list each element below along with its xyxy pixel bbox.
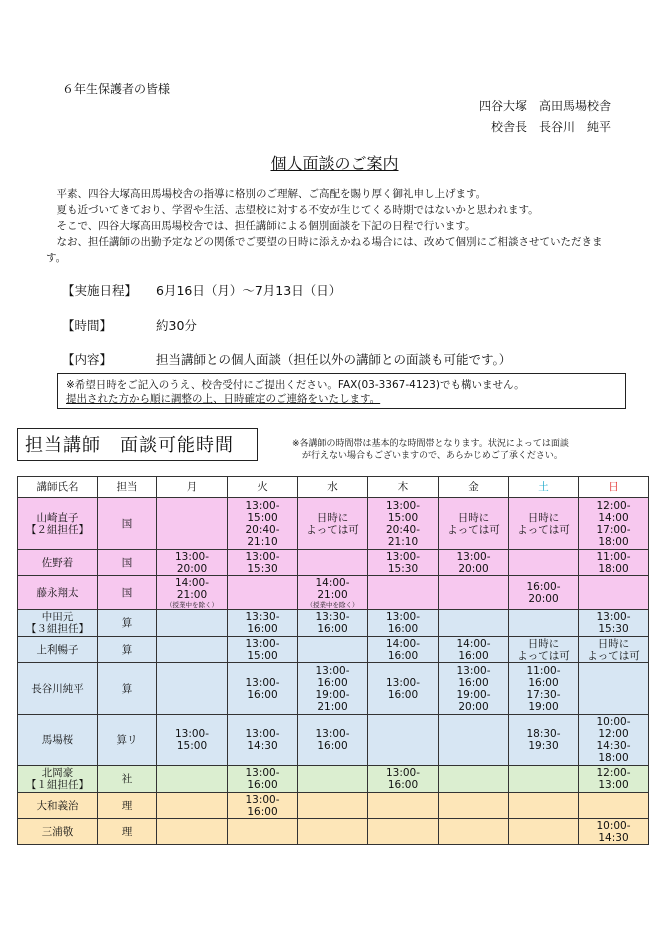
- time-cell: [509, 819, 579, 845]
- time-text: 16:00: [458, 676, 489, 689]
- time-text: 15:00: [387, 511, 419, 524]
- time-text: 16:00: [317, 623, 348, 635]
- time-cell: [228, 498, 298, 550]
- time-text: 10:00-: [596, 819, 631, 832]
- time-text: 日時に: [527, 637, 560, 650]
- time-text: 17:00-: [596, 523, 631, 536]
- time-cell: [228, 766, 298, 793]
- time-text: 13:00-: [245, 550, 280, 563]
- time-cell: [368, 766, 439, 793]
- subject-cell: 算: [98, 637, 157, 663]
- time-cell: [439, 766, 509, 793]
- subject-cell: 社: [98, 766, 157, 793]
- time-text: 14:00-: [385, 637, 421, 650]
- intro-line: そこで、四谷大塚高田馬場校舎では、担任講師による個別面談を下記の日程で行います。: [56, 220, 476, 232]
- time-text: 14:30: [598, 831, 629, 844]
- time-text: 16:00-: [526, 580, 561, 593]
- info-schedule: [62, 281, 341, 299]
- time-text: 18:00: [598, 752, 629, 764]
- time-text: 20:00: [458, 700, 489, 713]
- time-text: 14:00-: [456, 637, 491, 650]
- time-text: 13:00-: [385, 499, 421, 512]
- time-text: 13:00-: [385, 767, 421, 779]
- column-header: 金: [439, 477, 509, 498]
- section-note-line: が行えない場合もございますので、あらかじめご了承ください。: [302, 451, 563, 461]
- time-text: 16:00: [387, 623, 419, 635]
- time-cell: [157, 576, 228, 610]
- time-text: 13:00-: [456, 664, 491, 677]
- time-cell: [368, 819, 439, 845]
- time-text: 13:00-: [596, 611, 631, 623]
- time-text: 13:00-: [456, 550, 491, 563]
- info-label: 【内容】: [62, 352, 113, 367]
- time-cell: [157, 766, 228, 793]
- time-text: 16:00: [247, 779, 278, 791]
- teacher-name: 【３組担任】: [26, 623, 89, 635]
- document-title: 個人面談のご案内: [270, 154, 399, 173]
- table-row: [18, 576, 649, 610]
- intro-line: 夏も近づいてきており、学習や生活、志望校に対する不安が生じてくる時期ではないかと思われます。: [56, 204, 539, 216]
- time-text: 18:00: [598, 535, 629, 548]
- time-cell: [579, 637, 649, 663]
- time-cell: [228, 550, 298, 576]
- info-duration: [62, 316, 197, 334]
- time-text: 11:00-: [526, 664, 561, 677]
- time-text: 13:00-: [174, 728, 210, 740]
- time-cell: [298, 498, 368, 550]
- time-text: 15:30: [247, 562, 278, 575]
- time-text: 13:30-: [245, 611, 280, 623]
- time-cell: [368, 576, 439, 610]
- teacher-name-cell: [18, 819, 98, 845]
- column-header: 水: [298, 477, 368, 498]
- column-header: 火: [228, 477, 298, 498]
- teacher-name-cell: [18, 576, 98, 610]
- time-cell: [298, 637, 368, 663]
- sender-school: 四谷大塚 高田馬場校舎: [478, 99, 611, 113]
- time-text: 21:10: [387, 535, 419, 548]
- time-cell: [579, 610, 649, 637]
- time-text: 13:00-: [385, 676, 421, 689]
- time-text: 13:00-: [245, 499, 280, 512]
- table-header-row: [18, 477, 649, 498]
- time-cell: [298, 576, 368, 610]
- time-text: 日時に: [316, 511, 349, 524]
- time-text: 19:00: [528, 700, 559, 713]
- time-text: 13:00-: [385, 550, 421, 563]
- time-cell: [439, 663, 509, 715]
- time-cell: [509, 550, 579, 576]
- time-text: 16:00: [387, 779, 419, 791]
- time-cell: [157, 637, 228, 663]
- time-cell: [509, 766, 579, 793]
- time-text: 16:00: [317, 740, 348, 752]
- time-cell: [368, 663, 439, 715]
- time-text: 21:00: [176, 588, 208, 601]
- time-cell: [228, 576, 298, 610]
- teacher-name-cell: [18, 637, 98, 663]
- time-cell: [579, 715, 649, 766]
- table-row: [18, 610, 649, 637]
- time-cell: [439, 610, 509, 637]
- time-text: 16:00: [247, 623, 278, 635]
- teacher-name: 馬場桜: [41, 734, 74, 746]
- notice-line: ※希望日時をご記入のうえ、校舎受付にご提出ください。FAX(03-3367-4123)でも構いません。: [66, 379, 525, 391]
- time-cell: [439, 550, 509, 576]
- time-text: 13:00-: [174, 550, 210, 563]
- time-text: 日時に: [457, 511, 490, 524]
- time-cell: [157, 663, 228, 715]
- teacher-name-cell: [18, 498, 98, 550]
- time-text: 15:30: [598, 623, 629, 635]
- time-cell: [509, 637, 579, 663]
- info-content: [62, 350, 511, 368]
- info-value: 担当講師との個人面談（担任以外の講師との面談も可能です。）: [156, 352, 512, 367]
- time-text: 21:00: [317, 700, 348, 713]
- time-text: 15:00: [247, 511, 278, 524]
- teacher-name: 北岡豪: [41, 767, 74, 779]
- table-row: [18, 637, 649, 663]
- time-cell: [439, 637, 509, 663]
- time-cell: [368, 610, 439, 637]
- time-text: 20:40-: [385, 523, 421, 536]
- subject-cell: 国: [98, 576, 157, 610]
- subject-cell: 算リ: [98, 715, 157, 766]
- time-cell: [157, 715, 228, 766]
- schedule-table: [17, 476, 649, 845]
- time-text: 12:00-: [596, 767, 631, 779]
- table-row: [18, 715, 649, 766]
- time-text: 16:00: [528, 676, 559, 689]
- time-text: 16:00: [458, 649, 489, 662]
- table-row: [18, 663, 649, 715]
- column-header: 木: [368, 477, 439, 498]
- teacher-name-cell: [18, 663, 98, 715]
- time-cell: [298, 550, 368, 576]
- info-value: 約30分: [156, 318, 197, 333]
- time-text: 13:00-: [245, 637, 280, 650]
- time-text: よっては可: [517, 523, 570, 536]
- time-text: 13:30-: [315, 611, 350, 623]
- time-cell: [579, 819, 649, 845]
- time-cell: [368, 637, 439, 663]
- time-cell: [298, 610, 368, 637]
- time-cell: [368, 793, 439, 819]
- column-header: 土: [509, 477, 579, 498]
- time-cell: [228, 793, 298, 819]
- time-text: 10:00-: [596, 716, 631, 728]
- subject-cell: 理: [98, 793, 157, 819]
- time-text: 16:00: [317, 676, 348, 689]
- time-cell: [157, 498, 228, 550]
- teacher-name: 山崎直子: [36, 511, 79, 524]
- sender-block: [479, 96, 611, 138]
- teacher-name: 三浦敬: [41, 825, 74, 838]
- time-text: 13:00: [598, 779, 629, 791]
- time-cell: [298, 715, 368, 766]
- time-cell: [579, 663, 649, 715]
- time-cell: [439, 819, 509, 845]
- table-row: [18, 766, 649, 793]
- time-cell: [298, 766, 368, 793]
- time-text: 16:00: [247, 688, 278, 701]
- time-text: 20:00: [458, 562, 489, 575]
- time-cell: [509, 498, 579, 550]
- teacher-name-cell: [18, 793, 98, 819]
- time-cell: [579, 766, 649, 793]
- time-text: 16:00: [247, 805, 278, 818]
- time-text: 18:00: [598, 562, 629, 575]
- time-text: 19:30: [528, 740, 559, 752]
- table-row: [18, 819, 649, 845]
- time-cell: [298, 793, 368, 819]
- time-cell: [298, 663, 368, 715]
- time-text: 13:00-: [385, 611, 421, 623]
- time-text: 13:00-: [245, 676, 280, 689]
- time-cell: [579, 793, 649, 819]
- teacher-name: 中田元: [41, 611, 74, 623]
- time-text: 18:30-: [526, 728, 561, 740]
- time-cell: [228, 715, 298, 766]
- time-cell: [579, 576, 649, 610]
- subject-cell: 国: [98, 498, 157, 550]
- teacher-name: 【１組担任】: [26, 779, 89, 791]
- time-text: 14:00: [598, 511, 629, 524]
- time-cell: [157, 793, 228, 819]
- time-text: 14:00-: [315, 576, 350, 589]
- time-text: 20:00: [528, 592, 559, 605]
- time-text: 14:30: [247, 740, 278, 752]
- time-cell: [579, 550, 649, 576]
- time-text: よっては可: [587, 649, 640, 662]
- time-cell: [228, 637, 298, 663]
- time-text: よっては可: [447, 523, 500, 536]
- teacher-name-cell: [18, 715, 98, 766]
- time-text: 13:00-: [315, 664, 350, 677]
- notice-line: 提出された方から順に調整の上、日時確定のご連絡をいたします。: [66, 393, 381, 405]
- time-cell: [439, 498, 509, 550]
- subject-cell: 算: [98, 663, 157, 715]
- time-text: 20:40-: [245, 523, 280, 536]
- teacher-name: 大和義治: [36, 799, 79, 812]
- time-text: 11:00-: [596, 550, 631, 563]
- time-cell: [439, 715, 509, 766]
- time-cell: [228, 663, 298, 715]
- time-text: 15:00: [176, 740, 208, 752]
- time-text: 14:00-: [174, 576, 210, 589]
- table-row: [18, 498, 649, 550]
- time-text: 19:00-: [315, 688, 350, 701]
- time-cell: [439, 793, 509, 819]
- teacher-name: 上利暢子: [36, 643, 79, 656]
- time-cell: [509, 663, 579, 715]
- notice-box: [57, 373, 626, 409]
- time-cell: [157, 819, 228, 845]
- info-value: 6月16日（月）～7月13日（日）: [156, 283, 342, 298]
- time-text: 16:00: [387, 688, 419, 701]
- time-cell: [439, 576, 509, 610]
- teacher-name-cell: [18, 610, 98, 637]
- time-text: 日時に: [527, 511, 560, 524]
- time-text: 日時に: [597, 637, 630, 650]
- subject-cell: 算: [98, 610, 157, 637]
- time-cell: [368, 498, 439, 550]
- column-header: 講師氏名: [18, 477, 98, 498]
- time-cell: [298, 819, 368, 845]
- sender-principal: 校舎長 長谷川 純平: [490, 120, 611, 134]
- time-text: 12:00-: [596, 499, 631, 512]
- info-label: 【時間】: [62, 318, 113, 333]
- time-text: 13:00-: [245, 728, 280, 740]
- time-text: 19:00-: [456, 688, 491, 701]
- addressee: ６年生保護者の皆様: [62, 82, 171, 96]
- time-text: 17:30-: [526, 688, 561, 701]
- time-cell: [157, 610, 228, 637]
- teacher-name: 長谷川純平: [31, 682, 84, 695]
- teacher-name: 藤永翔太: [36, 586, 79, 599]
- time-text: 21:10: [247, 535, 278, 548]
- time-cell: [368, 715, 439, 766]
- time-text: よっては可: [306, 523, 359, 536]
- time-text: 16:00: [387, 649, 419, 662]
- time-text: 15:00: [247, 649, 278, 662]
- column-header: 月: [157, 477, 228, 498]
- intro-line: なお、担任講師の出勤予定などの関係でご要望の日時に添えかねる場合には、改めて個別にご相談させていただきます。: [46, 236, 603, 264]
- time-cell: [509, 715, 579, 766]
- time-cell: [509, 610, 579, 637]
- table-row: [18, 550, 649, 576]
- time-text: 15:30: [387, 562, 419, 575]
- time-text: 13:00-: [245, 767, 280, 779]
- time-text: 20:00: [176, 562, 208, 575]
- time-cell: [368, 550, 439, 576]
- table-row: [18, 793, 649, 819]
- time-text: 21:00: [317, 588, 348, 601]
- time-text: （授業中を除く）: [166, 600, 218, 609]
- time-cell: [509, 793, 579, 819]
- section-note-line: ※各講師の時間帯は基本的な時間帯となります。状況によっては面談: [292, 439, 569, 449]
- time-text: よっては可: [517, 649, 570, 662]
- time-cell: [228, 610, 298, 637]
- intro-line: 平素、四谷大塚高田馬場校舎の指導に格別のご理解、ご高配を賜り厚く御礼申し上げます。: [56, 188, 487, 200]
- teacher-name-cell: [18, 550, 98, 576]
- teacher-name: 佐野着: [41, 556, 74, 569]
- time-text: 14:30-: [596, 740, 631, 752]
- time-text: （授業中を除く）: [306, 600, 359, 609]
- info-label: 【実施日程】: [62, 283, 138, 298]
- time-cell: [579, 498, 649, 550]
- section-title: 担当講師 面談可能時間: [17, 428, 258, 461]
- column-header: 担当: [98, 477, 157, 498]
- subject-cell: 理: [98, 819, 157, 845]
- time-cell: [157, 550, 228, 576]
- section-note: [292, 438, 622, 462]
- time-text: 12:00: [598, 728, 629, 740]
- time-cell: [509, 576, 579, 610]
- teacher-name-cell: [18, 766, 98, 793]
- teacher-name: 【２組担任】: [26, 523, 89, 536]
- intro-text: [46, 186, 618, 266]
- time-cell: [228, 819, 298, 845]
- time-text: 13:00-: [245, 793, 280, 806]
- time-text: 13:00-: [315, 728, 350, 740]
- subject-cell: 国: [98, 550, 157, 576]
- column-header: 日: [579, 477, 649, 498]
